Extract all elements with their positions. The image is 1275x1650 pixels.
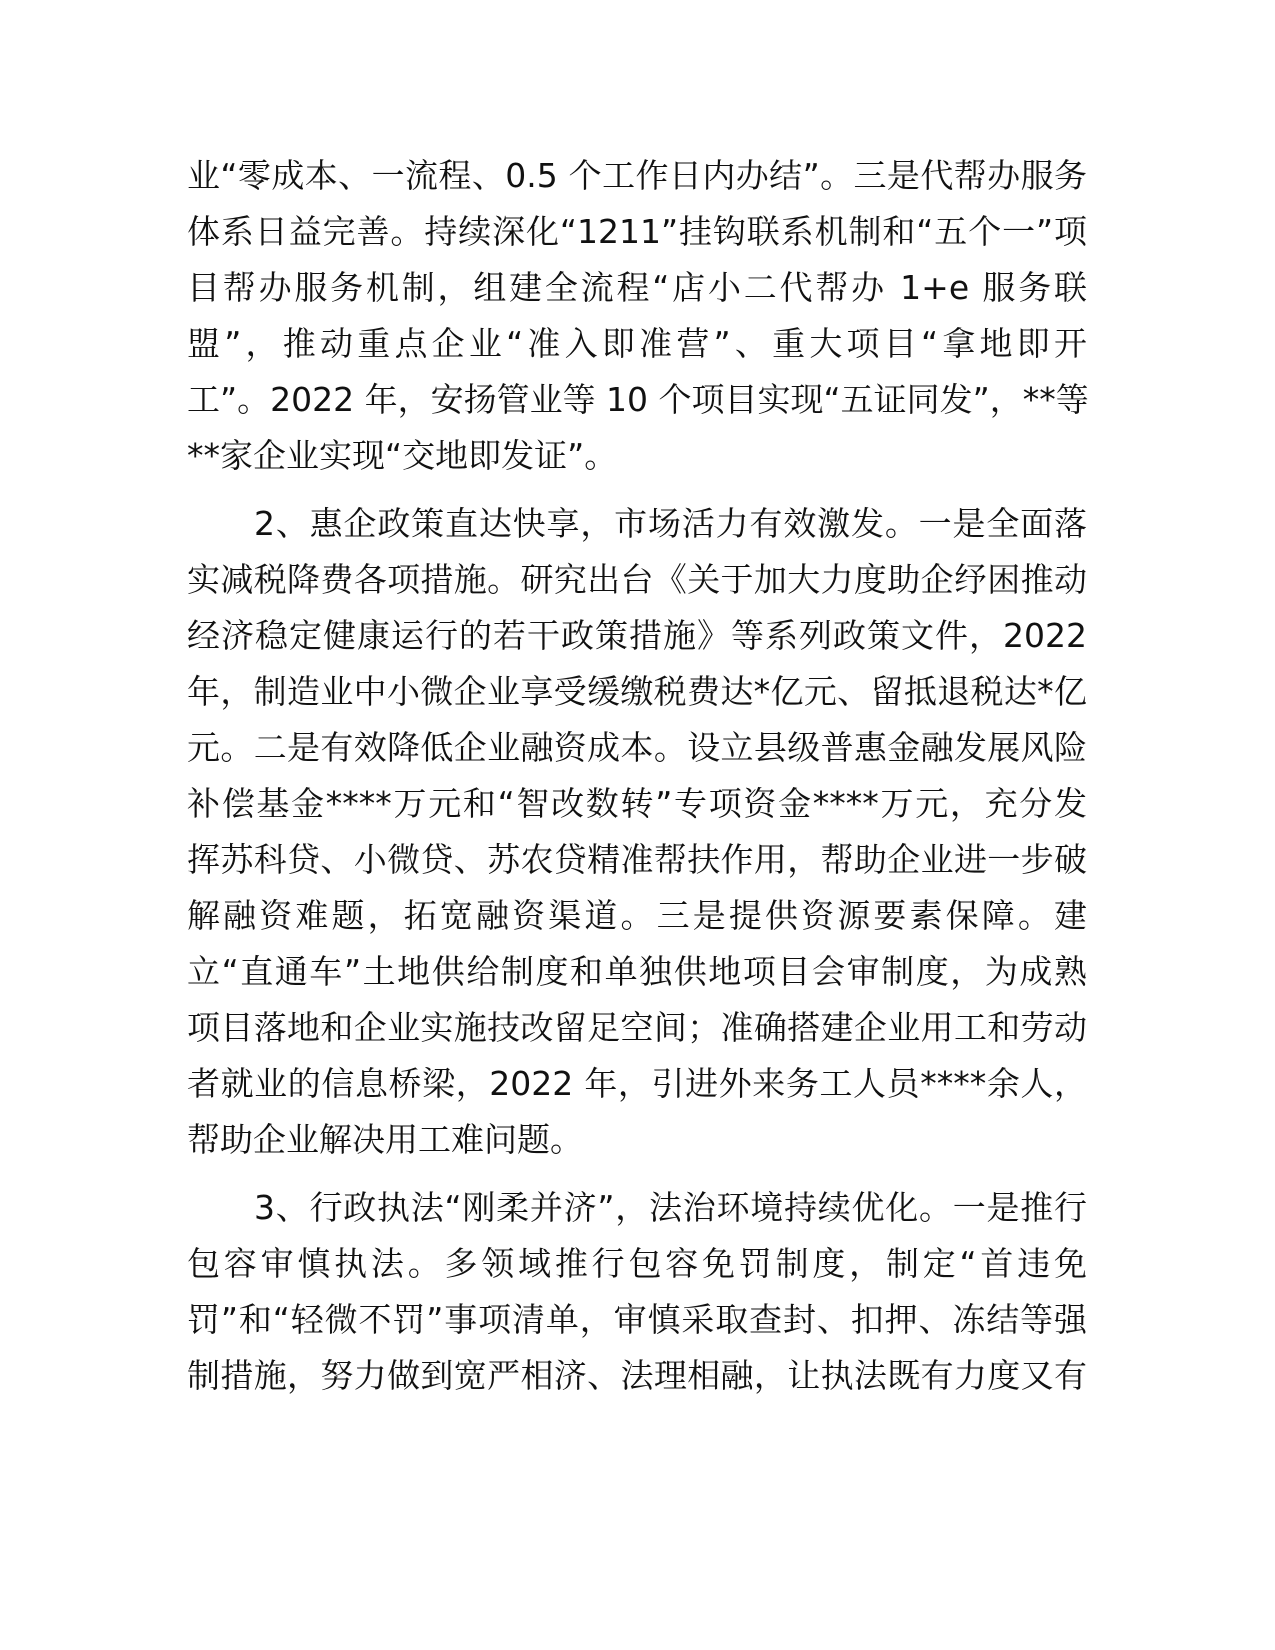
text-line: 盟”，推动重点企业“准入即准营”、重大项目“拿地即开 bbox=[187, 324, 1087, 363]
text-line: 目帮办服务机制，组建全流程“店小二代帮办 1+e 服务联 bbox=[187, 268, 1087, 307]
text-line: 解融资难题，拓宽融资渠道。三是提供资源要素保障。建 bbox=[187, 896, 1087, 935]
text-line: 工”。2022 年，安扬管业等 10 个项目实现“五证同发”，**等 bbox=[187, 380, 1089, 419]
text-line: 经济稳定健康运行的若干政策措施》等系列政策文件，2022 bbox=[187, 616, 1087, 655]
text-line: 者就业的信息桥梁，2022 年，引进外来务工人员****余人， bbox=[187, 1064, 1087, 1103]
text-line: 体系日益完善。持续深化“1211”挂钩联系机制和“五个一”项 bbox=[187, 212, 1087, 251]
text-line: 包容审慎执法。多领域推行包容免罚制度，制定“首违免 bbox=[187, 1244, 1087, 1283]
text-line: 年，制造业中小微企业享受缓缴税费达*亿元、留抵退税达*亿 bbox=[187, 672, 1087, 711]
paragraph-heading-line: 2、惠企政策直达快享，市场活力有效激发。一是全面落 bbox=[254, 504, 1087, 543]
text-line: 实减税降费各项措施。研究出台《关于加大力度助企纾困推动 bbox=[187, 560, 1087, 599]
text-line: 罚”和“轻微不罚”事项清单，审慎采取查封、扣押、冻结等强 bbox=[187, 1300, 1087, 1339]
text-line: 立“直通车”土地供给制度和单独供地项目会审制度，为成熟 bbox=[187, 952, 1087, 991]
text-line: 挥苏科贷、小微贷、苏农贷精准帮扶作用，帮助企业进一步破 bbox=[187, 840, 1087, 879]
text-line: 补偿基金****万元和“智改数转”专项资金****万元，充分发 bbox=[187, 784, 1087, 823]
text-line: 制措施，努力做到宽严相济、法理相融，让执法既有力度又有 bbox=[187, 1356, 1087, 1395]
text-line: 帮助企业解决用工难问题。 bbox=[187, 1120, 583, 1159]
text-line: 元。二是有效降低企业融资成本。设立县级普惠金融发展风险 bbox=[187, 728, 1087, 767]
paragraph-heading-line: 3、行政执法“刚柔并济”，法治环境持续优化。一是推行 bbox=[254, 1188, 1087, 1227]
text-line: **家企业实现“交地即发证”。 bbox=[187, 436, 618, 475]
text-line: 业“零成本、一流程、0.5 个工作日内办结”。三是代帮办服务 bbox=[187, 156, 1087, 195]
text-line: 项目落地和企业实施技改留足空间；准确搭建企业用工和劳动 bbox=[187, 1008, 1087, 1047]
